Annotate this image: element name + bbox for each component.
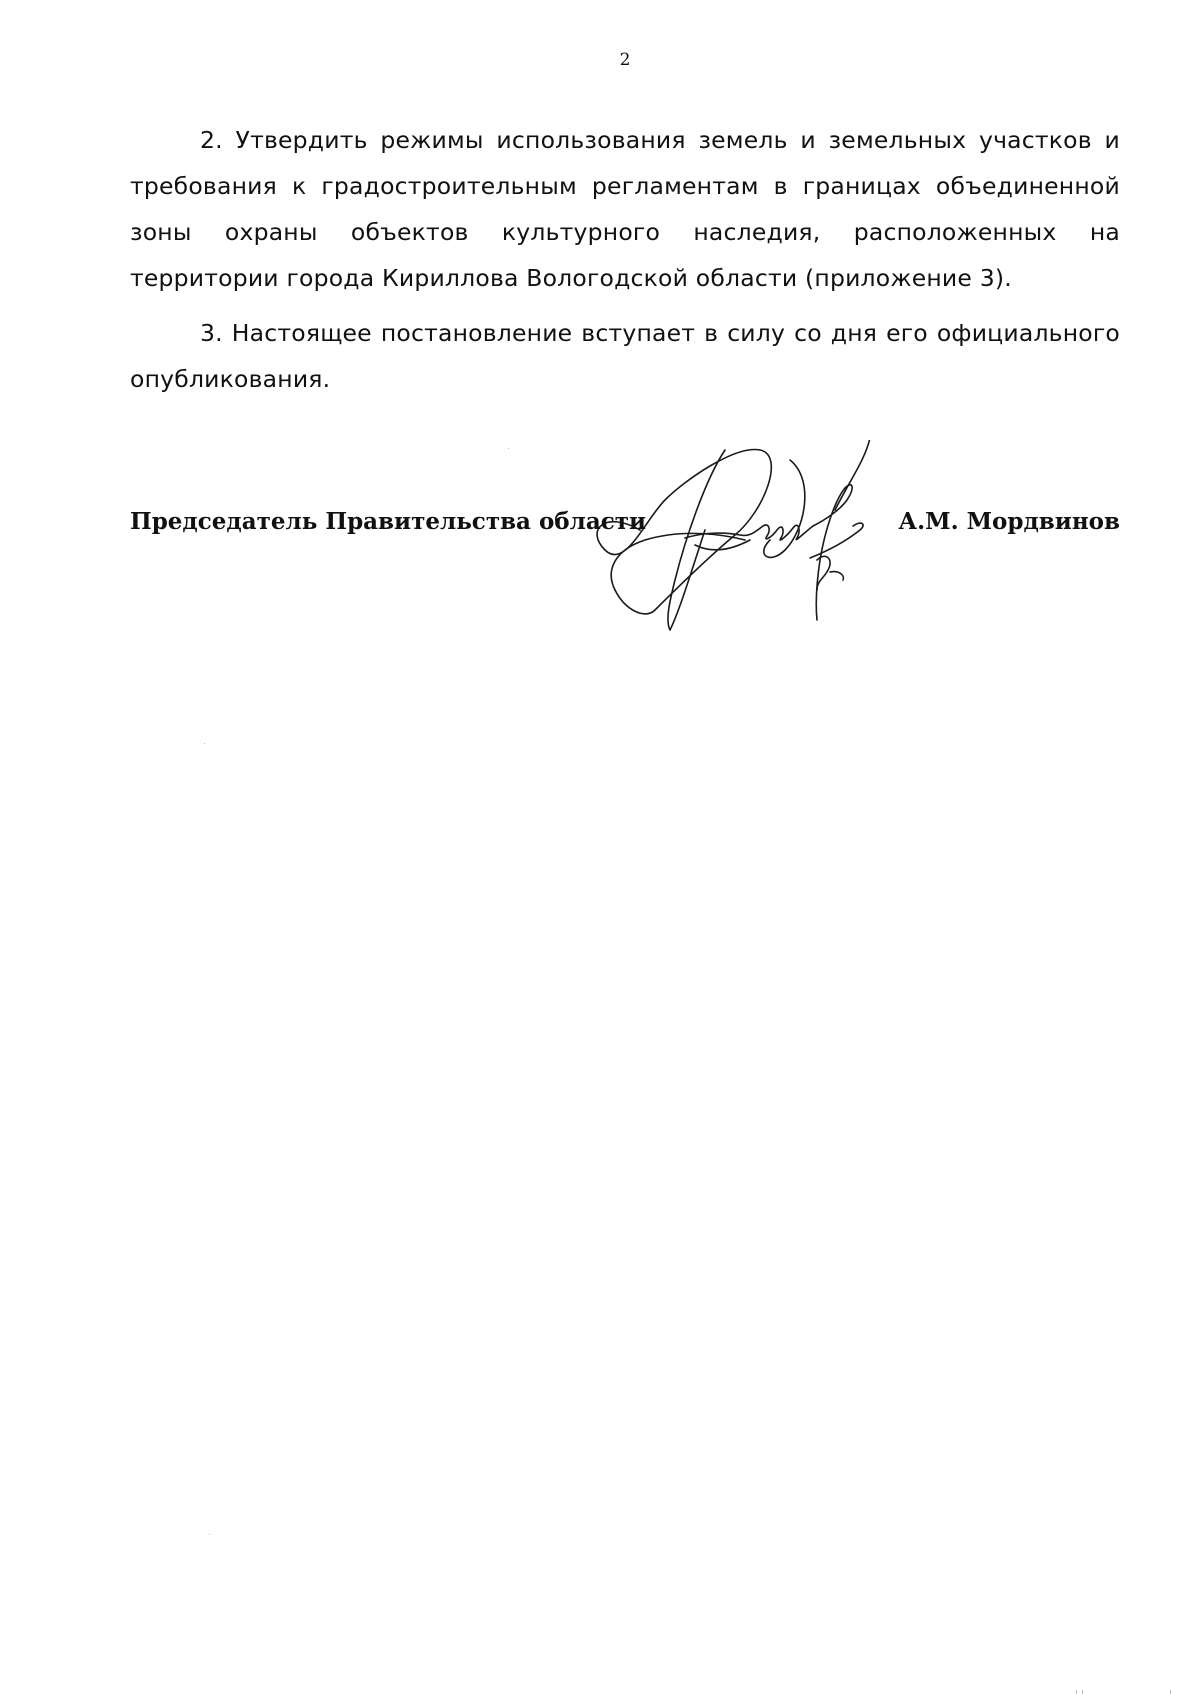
scan-artifact-dot	[508, 448, 509, 449]
paragraph-item-3: 3. Настоящее постановление вступает в силу со дня его официального опубликования.	[130, 319, 1120, 393]
signer-title: Председатель Правительства области	[130, 508, 647, 535]
scan-artifact-dot	[1170, 1690, 1171, 1694]
scan-artifact-dot	[204, 743, 205, 744]
page-number: 2	[619, 50, 631, 70]
scan-artifact-dot	[1082, 1690, 1083, 1694]
paragraph-item-2: 2. Утвердить режимы использования земель и земельных участков и требования к градостроительным регламентам в границах объединенной зоны охраны объектов культурного наследия, расположенных на территории города Кириллова Вологодской области (приложение 3).	[130, 126, 1120, 292]
signature-block	[130, 508, 1120, 548]
signer-name: А.М. Мордвинов	[898, 508, 1120, 535]
scan-artifact-dot	[1076, 1690, 1077, 1694]
scan-artifact-dot	[209, 1534, 210, 1535]
